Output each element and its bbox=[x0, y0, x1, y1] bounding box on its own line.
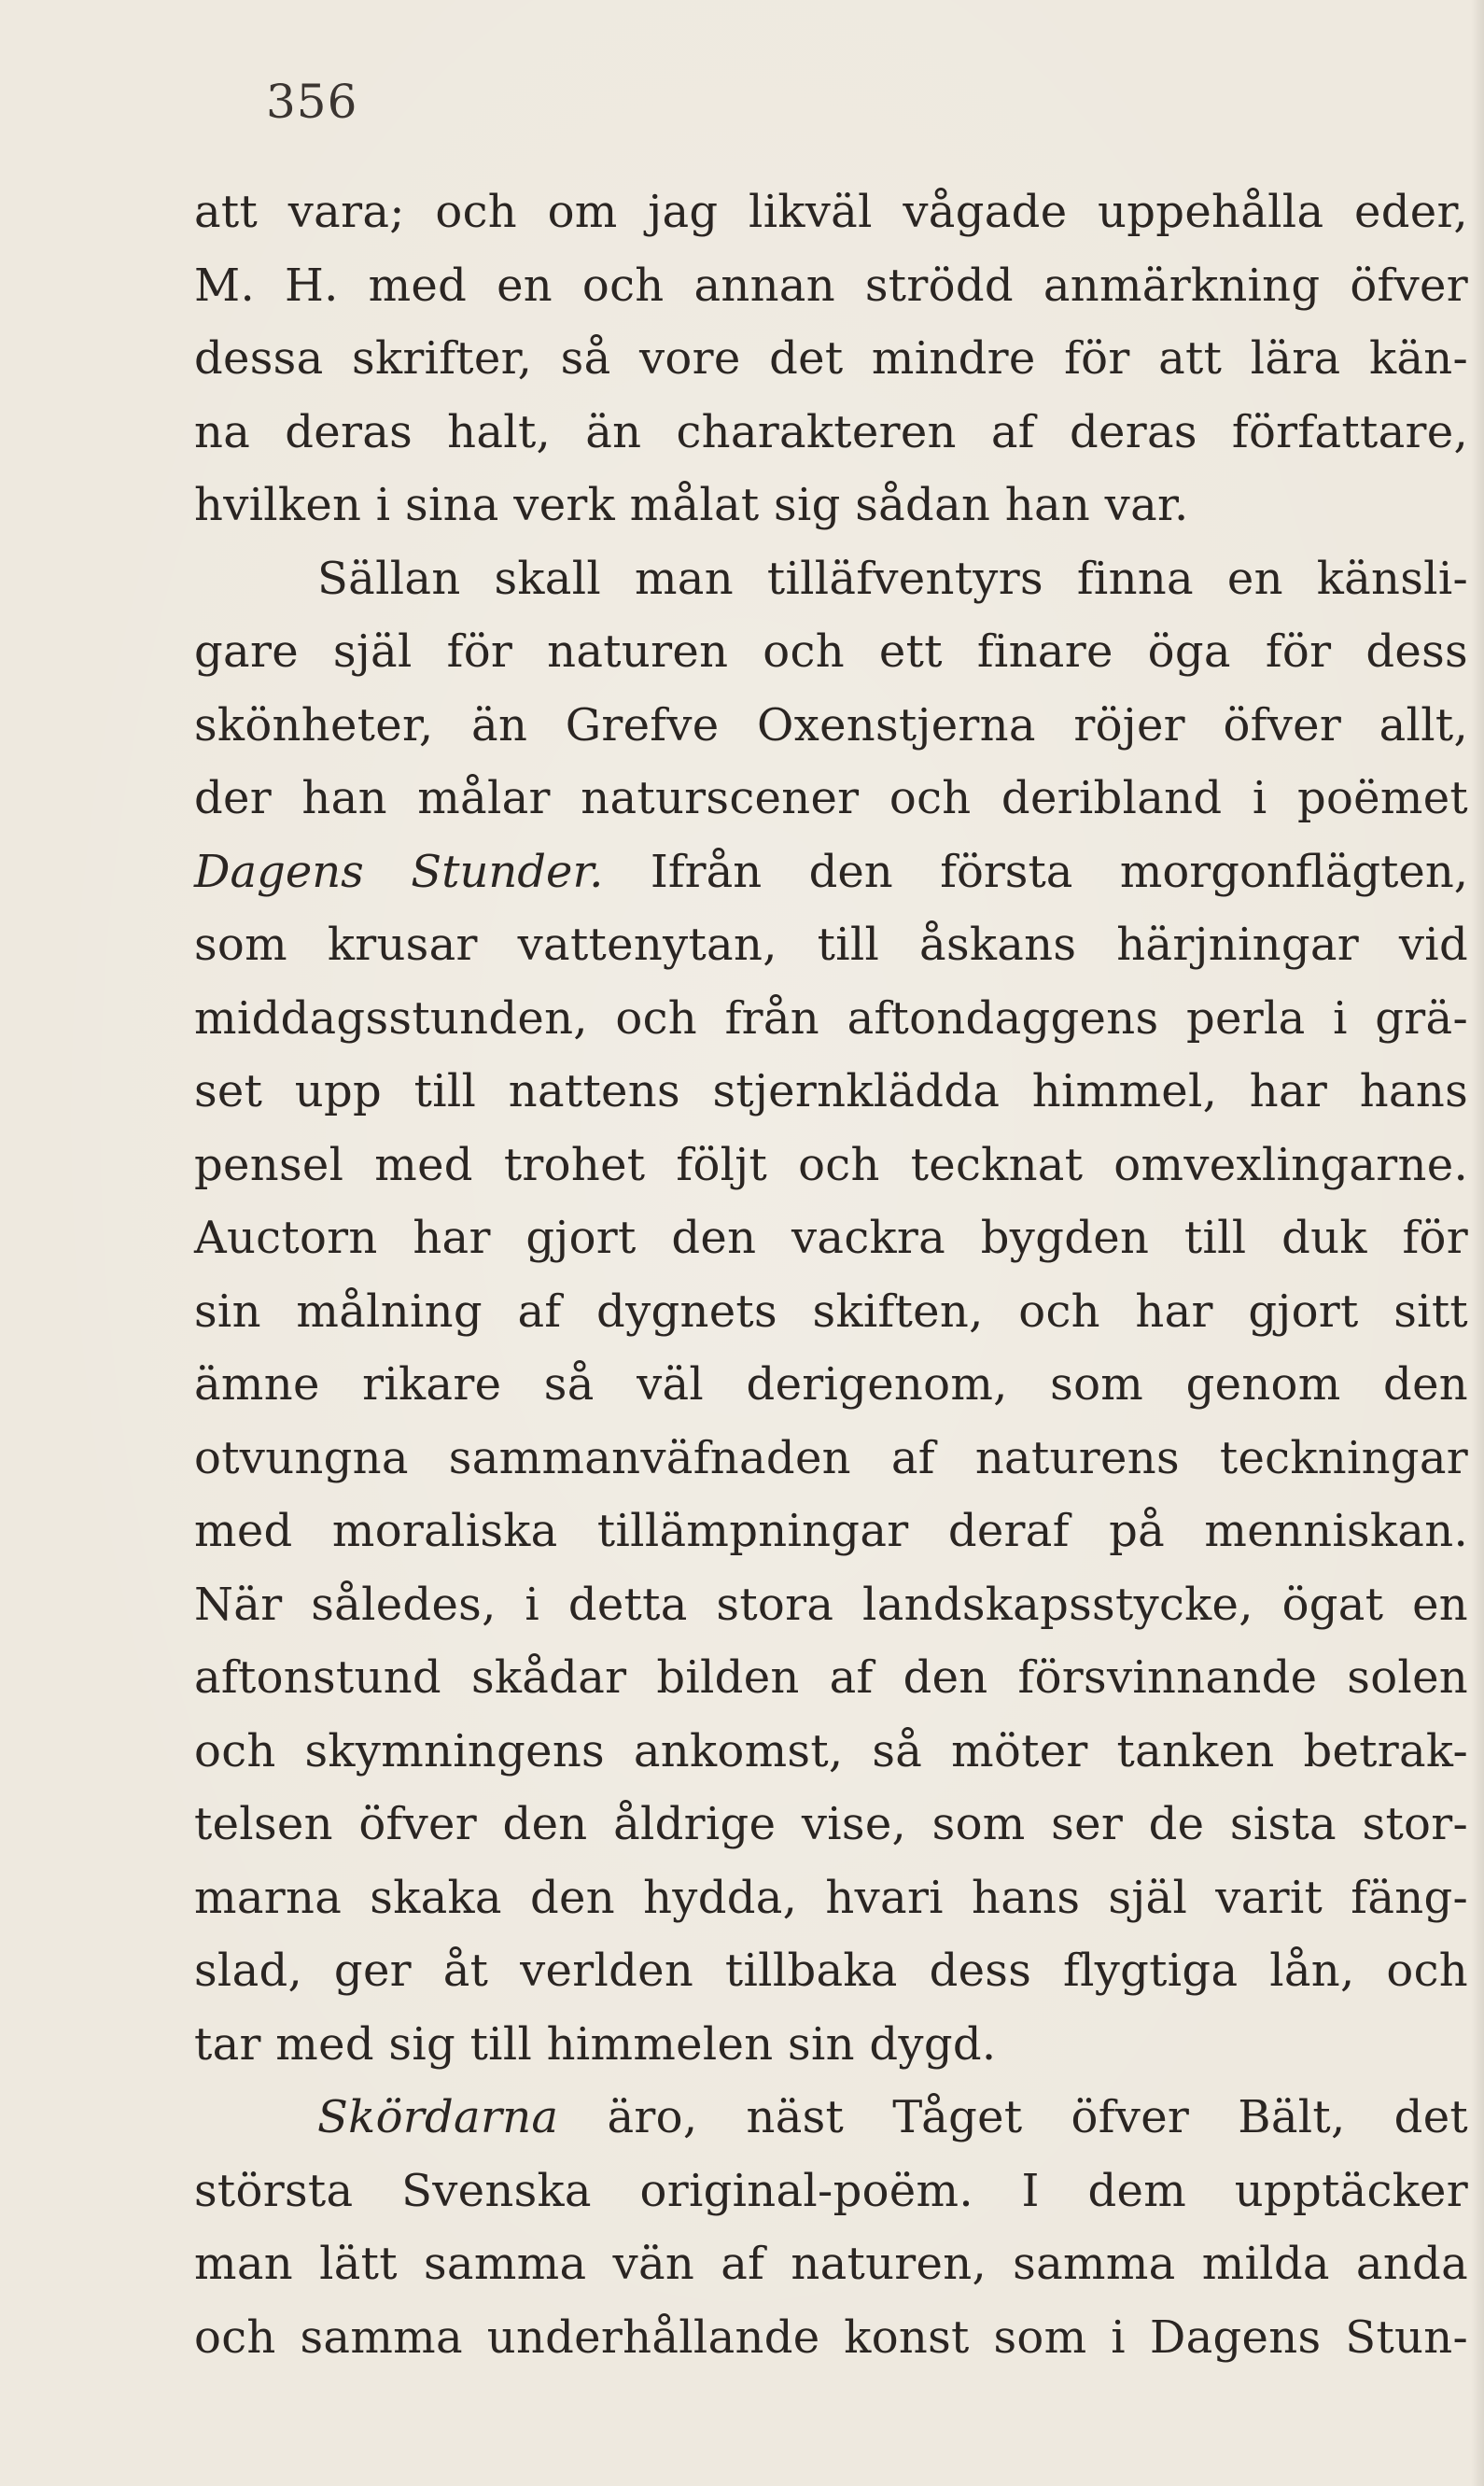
body-text bbox=[194, 176, 1468, 2374]
text-line: och samma underhållande konst som i Dagens Stun- bbox=[194, 2310, 1468, 2364]
text-line: och skymningens ankomst, så möter tanken betrak- bbox=[194, 1724, 1468, 1777]
text-line: sin målning af dygnets skiften, och har gjort sitt bbox=[194, 1285, 1468, 1338]
text-line: middagsstunden, och från aftondaggens perla i grä- bbox=[194, 991, 1468, 1045]
work-title-dagens-stunder: Dagens Stunder. bbox=[194, 845, 604, 898]
text-line: som krusar vattenytan, till åskans härjningar vid bbox=[194, 919, 1468, 971]
text-line: slad, ger åt verlden tillbaka dess flygtiga lån, och bbox=[194, 1945, 1468, 1997]
page-number: 356 bbox=[266, 75, 358, 129]
text-line: der han målar naturscener och deribland i poëmet bbox=[194, 772, 1468, 824]
text-line: När således, i detta stora landskapsstycke, ögat en bbox=[194, 1578, 1468, 1631]
page-edge-shadow bbox=[1471, 0, 1484, 2486]
text-line-with-title bbox=[194, 836, 1468, 909]
text-line: gare själ för naturen och ett finare öga för dess bbox=[194, 625, 1468, 678]
text-line: Auctorn har gjort den vackra bygden till duk för bbox=[194, 1212, 1468, 1264]
text-line: marna skaka den hydda, hvari hans själ varit fäng- bbox=[194, 1871, 1468, 1924]
text-line: ämne rikare så väl derigenom, som genom den bbox=[194, 1358, 1468, 1411]
text-run: äro, näst Tåget öfver Bält, det bbox=[558, 2091, 1468, 2143]
text-line: hvilken i sina verk målat sig sådan han var. bbox=[194, 479, 1189, 531]
text-line: att vara; och om jag likväl vågade uppehålla eder, bbox=[194, 186, 1468, 238]
paragraph-start-line: Sällan skall man tilläfventyrs finna en känsli- bbox=[317, 552, 1468, 605]
text-line: med moraliska tillämpningar deraf på menniskan. bbox=[194, 1505, 1468, 1557]
paragraph-start-line bbox=[194, 2081, 1468, 2155]
text-line: dessa skrifter, så vore det mindre för att lära kän- bbox=[194, 332, 1468, 385]
text-line: skönheter, än Grefve Oxenstjerna röjer öfver allt, bbox=[194, 698, 1468, 751]
text-run: Ifrån den första morgonflägten, bbox=[603, 845, 1468, 898]
text-line: set upp till nattens stjernklädda himmel, har hans bbox=[194, 1065, 1468, 1117]
text-line: tar med sig till himmelen sin dygd. bbox=[194, 2017, 997, 2071]
text-line: telsen öfver den åldrige vise, som ser de sista stor- bbox=[194, 1798, 1468, 1850]
text-line: otvungna sammanväfnaden af naturens teckningar bbox=[194, 1431, 1468, 1484]
text-line: man lätt samma vän af naturen, samma milda anda bbox=[194, 2238, 1468, 2290]
text-line: na deras halt, än charakteren af deras författare, bbox=[194, 405, 1468, 458]
work-title-skordarna: Skördarna bbox=[317, 2091, 559, 2143]
text-line: största Svenska original-poëm. I dem upptäcker bbox=[194, 2164, 1468, 2217]
text-line: aftonstund skådar bilden af den försvinnande solen bbox=[194, 1651, 1468, 1704]
text-line: pensel med trohet följt och tecknat omvexlingarne. bbox=[194, 1138, 1468, 1191]
text-line: M. H. med en och annan strödd anmärkning öfver bbox=[194, 259, 1468, 312]
